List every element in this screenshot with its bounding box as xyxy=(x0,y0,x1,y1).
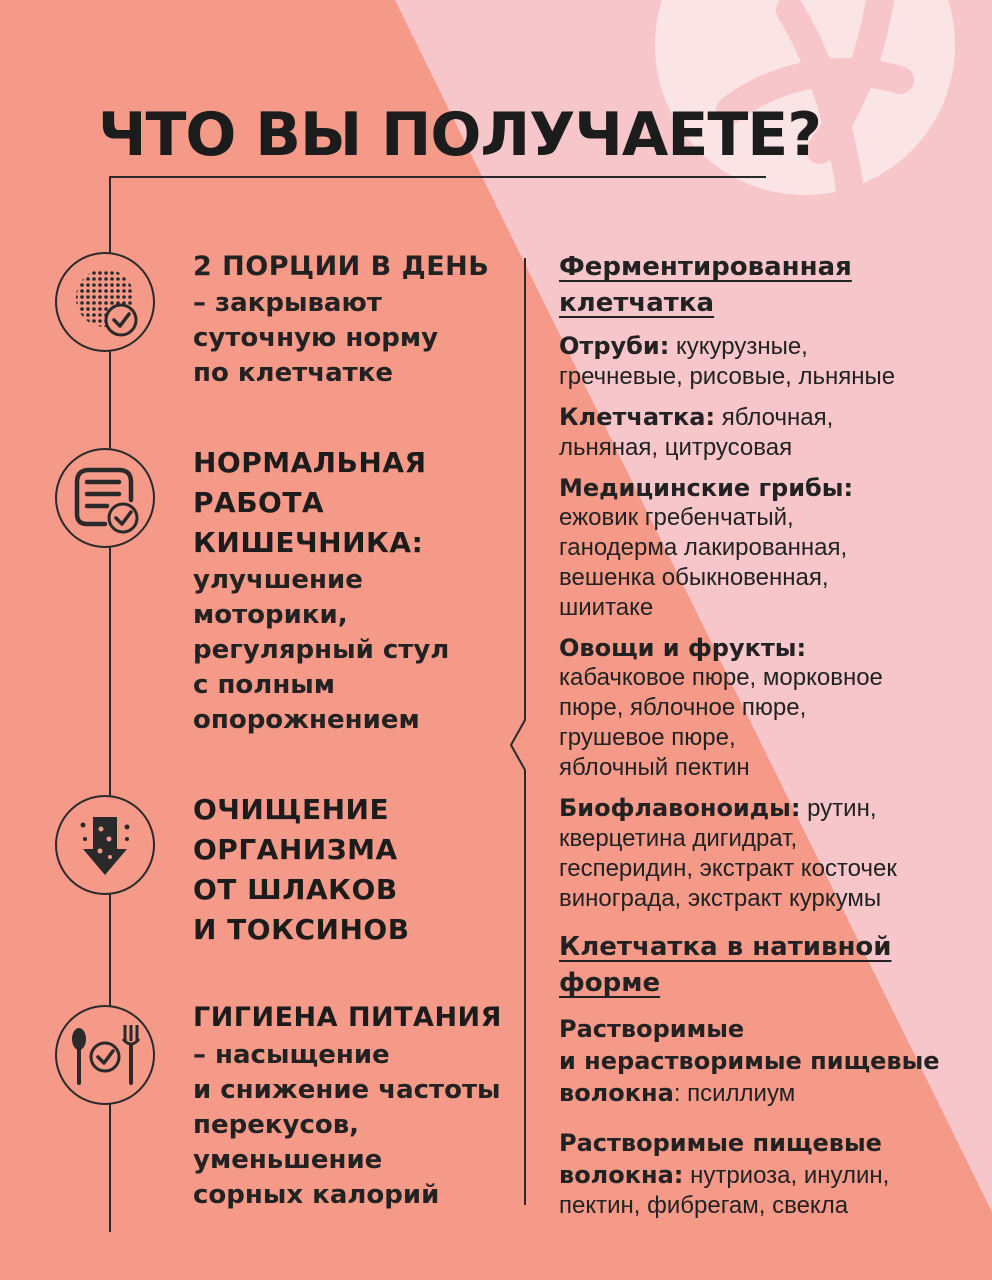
entry-text: : псиллиум xyxy=(673,1080,796,1107)
entry-text-line: грушевое пюре, xyxy=(559,724,736,751)
entry-label: Биофлавоноиды: xyxy=(559,794,801,822)
entry-label-line: и нерастворимые пищевые xyxy=(559,1047,940,1075)
benefit-eating-hygiene xyxy=(193,998,533,1213)
entry-text-line: ганодерма лакированная, xyxy=(559,534,848,561)
benefit-text-line: уменьшение xyxy=(193,1145,383,1175)
entry-text-line: кверцетина дигидрат, xyxy=(559,825,798,852)
benefit-heading-line: НОРМАЛЬНАЯ xyxy=(193,446,427,479)
entry-label-line: Растворимые xyxy=(559,1015,745,1043)
benefit-detox xyxy=(193,790,523,950)
benefit-text-line: с полным xyxy=(193,670,336,700)
entry-text-line: яблочный пектин xyxy=(559,754,750,781)
entry-text-line: ежовик гребенчатый, xyxy=(559,504,794,531)
benefit-text-line: суточную норму xyxy=(193,323,439,353)
benefit-text-line: моторики, xyxy=(193,600,348,630)
entry-text: кукурузные, xyxy=(669,333,808,360)
section-title-line: Ферментированная xyxy=(559,252,852,282)
benefit-text-line: перекусов, xyxy=(193,1110,360,1140)
benefit-heading-line: КИШЕЧНИКА: xyxy=(193,526,424,559)
native-entry-soluble xyxy=(559,1127,979,1221)
benefit-text-line: регулярный стул xyxy=(193,635,450,665)
entry-text-line: пюре, яблочное пюре, xyxy=(559,694,807,721)
detox-arrow-icon xyxy=(55,795,155,895)
benefit-heading: ГИГИЕНА ПИТАНИЯ xyxy=(193,1002,502,1033)
entry-label-line: Растворимые пищевые xyxy=(559,1129,882,1157)
benefit-heading-line: РАБОТА xyxy=(193,486,325,519)
benefit-text-line: сорных калорий xyxy=(193,1180,440,1210)
benefit-heading-line: ОЧИЩЕНИЕ xyxy=(193,793,390,826)
fiber-check-icon xyxy=(55,252,155,352)
entry-text: яблочная, xyxy=(715,404,834,431)
benefit-heading-line: ОТ ШЛАКОВ xyxy=(193,873,398,906)
entry-text-line: льняная, цитрусовая xyxy=(559,434,793,461)
section-title-line: клетчатка xyxy=(559,288,715,318)
entry-text-line: вешенка обыкновенная, xyxy=(559,564,829,591)
entry-label: Отруби: xyxy=(559,332,670,360)
page-title: ЧТО ВЫ ПОЛУЧАЕТЕ? xyxy=(98,100,822,170)
entry-text: рутин, xyxy=(800,795,877,822)
ingredient-entry-vegetables xyxy=(559,633,979,783)
intestine-check-icon xyxy=(55,448,155,548)
entry-label: Овощи и фрукты: xyxy=(559,634,807,662)
fermented-fiber-section xyxy=(559,249,979,914)
ingredient-entry-bioflavonoids xyxy=(559,793,979,914)
benefit-heading-line: И ТОКСИНОВ xyxy=(193,913,410,946)
entry-text-line: винограда, экстракт куркумы xyxy=(559,885,882,912)
ingredient-entry-fiber xyxy=(559,402,979,463)
entry-text: нутриоза, инулин, xyxy=(683,1162,890,1189)
benefit-text-line: – закрывают xyxy=(193,288,382,318)
entry-label-line: волокна xyxy=(559,1079,674,1107)
entry-text-line: шиитаке xyxy=(559,594,654,621)
entry-text-line: кабачковое пюре, морковное xyxy=(559,664,883,691)
benefit-text-line: и снижение частоты xyxy=(193,1075,501,1105)
benefit-text-line: по клетчатке xyxy=(193,358,394,388)
native-entry-soluble-insoluble xyxy=(559,1013,979,1109)
entry-label: Клетчатка: xyxy=(559,403,716,431)
benefit-heading: 2 ПОРЦИИ В ДЕНЬ xyxy=(193,251,490,282)
entry-text-line: пектин, фибрегам, свекла xyxy=(559,1192,849,1219)
benefit-text-line: – насыщение xyxy=(193,1040,390,1070)
entry-label: Медицинские грибы: xyxy=(559,474,854,502)
benefit-text-line: улучшение xyxy=(193,565,363,595)
benefit-two-portions xyxy=(193,248,523,391)
spoon-fork-check-icon xyxy=(55,1005,155,1105)
benefit-intestine xyxy=(193,443,523,738)
benefit-text-line: опорожнением xyxy=(193,705,420,735)
ingredient-entry-bran xyxy=(559,331,979,392)
benefit-heading-line: ОРГАНИЗМА xyxy=(193,833,398,866)
ingredient-entry-mushrooms xyxy=(559,473,979,623)
entry-label-line: волокна: xyxy=(559,1161,684,1189)
section-title-line: форме xyxy=(559,968,661,998)
entry-text-line: гесперидин, экстракт косточек xyxy=(559,855,897,882)
entry-text-line: гречневые, рисовые, льняные xyxy=(559,363,896,390)
section-title-line: Клетчатка в нативной xyxy=(559,932,892,962)
native-fiber-section xyxy=(559,929,979,1221)
